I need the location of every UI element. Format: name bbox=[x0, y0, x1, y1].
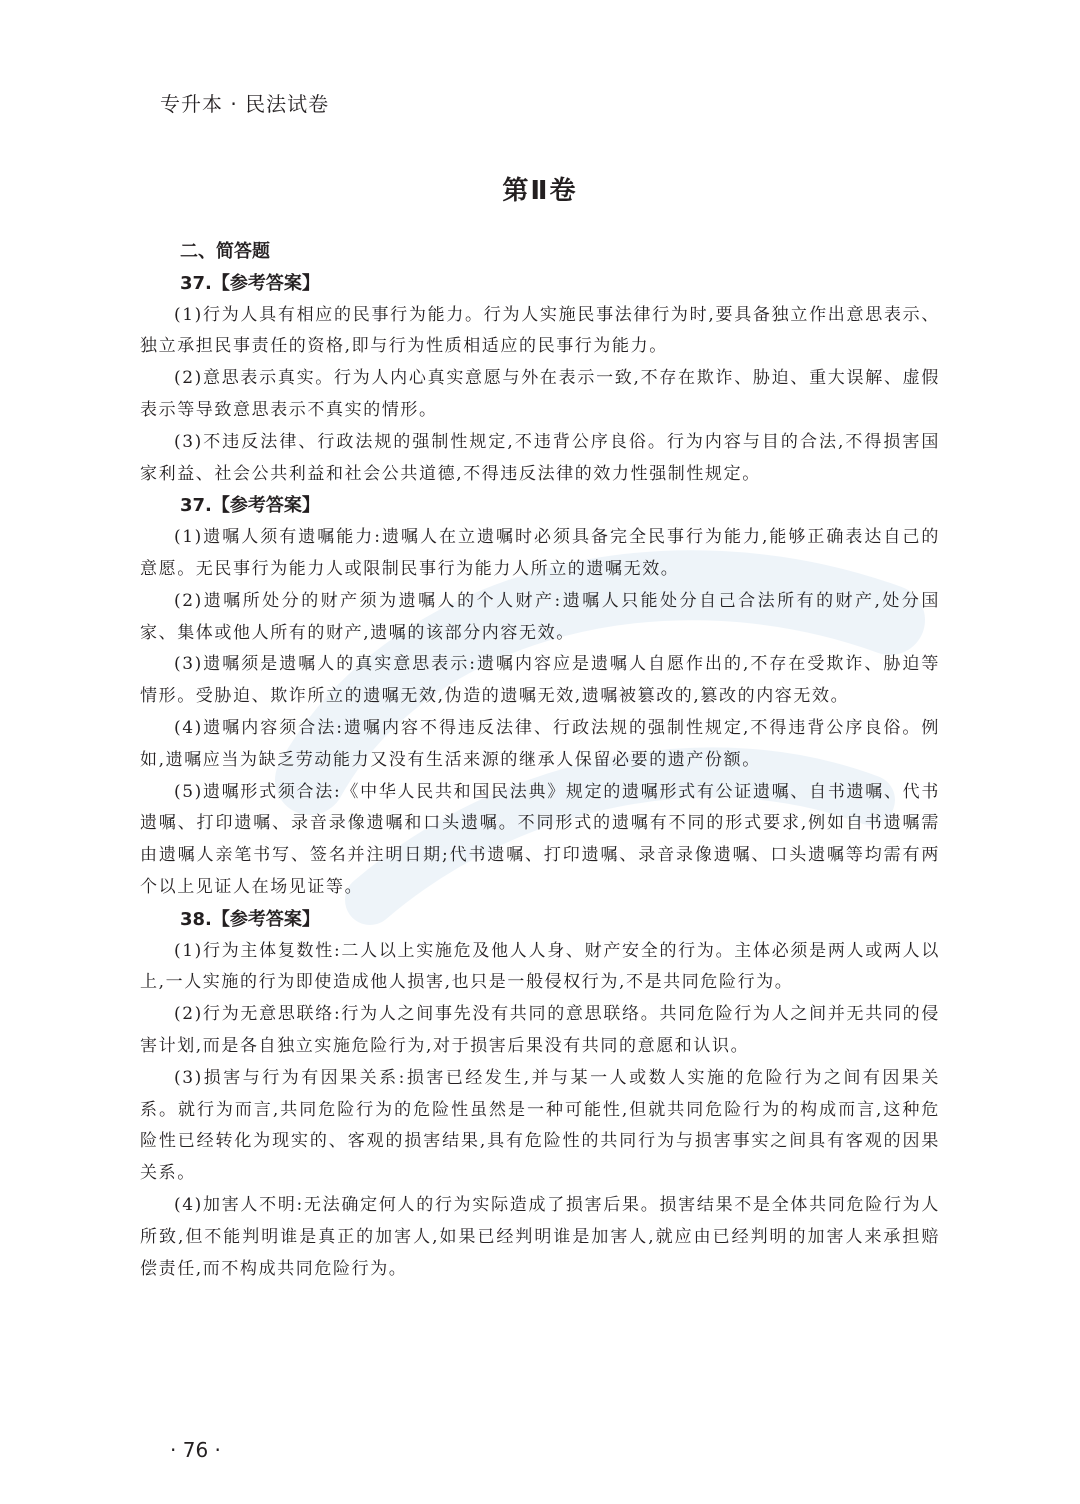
answer-paragraph: (2)行为无意思联络:行为人之间事先没有共同的意思联络。共同危险行为人之间并无共同的侵害计划,而是各自独立实施危险行为,对于损害后果没有共同的意愿和认识。 bbox=[140, 1004, 940, 1056]
answer-paragraph: (1)行为主体复数性:二人以上实施危及他人人身、财产安全的行为。主体必须是两人或两人以上,一人实施的行为即使造成他人损害,也只是一般侵权行为,不是共同危险行为。 bbox=[140, 940, 940, 993]
answer-paragraph: (5)遗嘱形式须合法:《中华人民共和国民法典》规定的遗嘱形式有公证遗嘱、自书遗嘱、代书遗嘱、打印遗嘱、录音录像遗嘱和口头遗嘱。不同形式的遗嘱有不同的形式要求,例如自书遗嘱需由遗嘱人亲笔书写、签名并注明日期;代书遗嘱、打印遗嘱、录音录像遗嘱、口头遗嘱等均需有两个以上见证人在场见证等。 bbox=[140, 781, 940, 897]
answer-paragraph: (4)遗嘱内容须合法:遗嘱内容不得违反法律、行政法规的强制性规定,不得违背公序良俗。例如,遗嘱应当为缺乏劳动能力又没有生活来源的继承人保留必要的遗产份额。 bbox=[140, 717, 940, 770]
answer-paragraph: (3)遗嘱须是遗嘱人的真实意思表示:遗嘱内容应是遗嘱人自愿作出的,不存在受欺诈、胁迫等情形。受胁迫、欺诈所立的遗嘱无效,伪造的遗嘱无效,遗嘱被篡改的,篡改的内容无效。 bbox=[140, 654, 940, 707]
answer-content bbox=[140, 236, 940, 1285]
answer-paragraph: (3)损害与行为有因果关系:损害已经发生,并与某一人或数人实施的危险行为之间有因果关系。就行为而言,共同危险行为的危险性虽然是一种可能性,但就共同危险行为的构成而言,这种危险性已经转化为现实的、客观的损害结果,具有危险性的共同行为与损害事实之间具有客观的因果关系。 bbox=[140, 1067, 940, 1184]
answer-paragraph: (1)遗嘱人须有遗嘱能力:遗嘱人在立遗嘱时必须具备完全民事行为能力,能够正确表达自己的意愿。无民事行为能力人或限制民事行为能力人所立的遗嘱无效。 bbox=[140, 527, 940, 579]
answer-block-1 bbox=[140, 268, 940, 491]
answer-paragraph: (4)加害人不明:无法确定何人的行为实际造成了损害后果。损害结果不是全体共同危险行为人所致,但不能判明谁是真正的加害人,如果已经判明谁是加害人,就应由已经判明的加害人来承担赔偿责任,而不构成共同危险行为。 bbox=[140, 1194, 940, 1279]
answer-paragraph: (3)不违反法律、行政法规的强制性规定,不违背公序良俗。行为内容与目的合法,不得损害国家利益、社会公共利益和社会公共道德,不得违反法律的效力性强制性规定。 bbox=[140, 431, 940, 484]
answer-heading: 37.【参考答案】 bbox=[180, 272, 320, 294]
answer-heading: 37.【参考答案】 bbox=[180, 495, 320, 517]
volume-title: 第Ⅱ卷 bbox=[502, 176, 578, 206]
answer-paragraph: (1)行为人具有相应的民事行为能力。行为人实施民事法律行为时,要具备独立作出意思表示、独立承担民事责任的资格,即与行为性质相适应的民事行为能力。 bbox=[140, 304, 940, 357]
answer-paragraph: (2)遗嘱所处分的财产须为遗嘱人的个人财产:遗嘱人只能处分自己合法所有的财产,处分国家、集体或他人所有的财产,遗嘱的该部分内容无效。 bbox=[140, 590, 940, 643]
running-head: 专升本 · 民法试卷 bbox=[160, 92, 330, 116]
answer-heading: 38.【参考答案】 bbox=[180, 908, 320, 930]
page-number: · 76 · bbox=[170, 1438, 221, 1462]
answer-block-2 bbox=[140, 490, 940, 903]
answer-block-3 bbox=[140, 904, 940, 1286]
answer-paragraph: (2)意思表示真实。行为人内心真实意愿与外在表示一致,不存在欺诈、胁迫、重大误解、虚假表示等导致意思表示不真实的情形。 bbox=[140, 368, 940, 420]
section-heading: 二、简答题 bbox=[180, 241, 270, 262]
